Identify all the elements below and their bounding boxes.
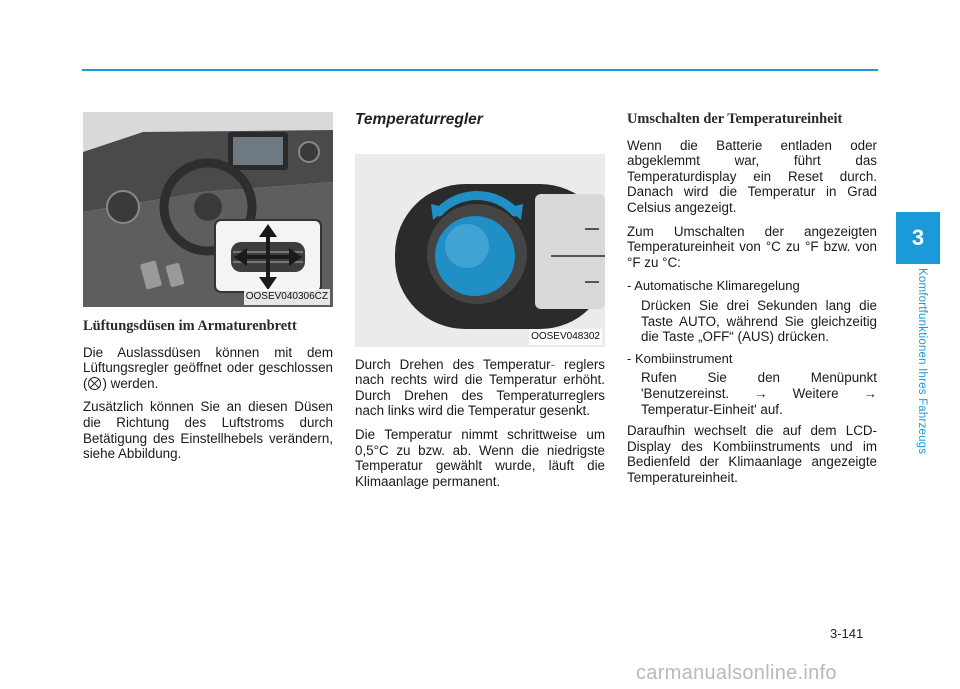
section-heading: Umschalten der Temperatureinheit [627, 111, 843, 127]
paragraph: Daraufhin wechselt die auf dem LCD-Display des Kombiinstruments und im Bedienfeld der Klimaanlage angezeigte Temperatureinheit. [627, 423, 877, 485]
chapter-tab[interactable]: 3 [896, 212, 940, 264]
section-heading: Lüftungsdüsen im Armaturenbrett [83, 318, 297, 334]
column-temperature-control [355, 112, 605, 497]
figure-code: OOSEV048302 [529, 329, 602, 345]
column-air-vents [83, 112, 333, 470]
dashboard-illustration [83, 112, 333, 307]
paragraph: Durch Drehen des Temperatur- reglers nach rechts wird die Temperatur erhöht. Durch Drehen des Temperaturreglers nach links wird die Temperatur gesenkt. [355, 356, 605, 419]
paragraph: Zusätzlich können Sie an diesen Düsen die Richtung des Luftstroms durch Betätigung des Einstellhebels verändern, siehe Abbildung. [83, 399, 333, 462]
knob-illustration [355, 154, 605, 347]
chapter-title: Komfortfunktionen Ihres Fahrzeugs [916, 268, 928, 455]
section-heading: Temperaturregler [355, 111, 483, 128]
header-rule [82, 69, 878, 71]
list-item-body: Drücken Sie drei Sekunden lang die Taste AUTO, während Sie gleichzeitig die Taste „OFF“ (AUS) drücken. [641, 297, 877, 345]
paragraph: Zum Umschalten der angezeigten Temperatureinheit von °C zu °F bzw. von °F zu °C: [627, 223, 877, 270]
paragraph: Die Auslassdüsen können mit dem Lüftungsregler geöffnet oder geschlossen ( ) werden. [83, 344, 333, 391]
paragraph: Wenn die Batterie entladen oder abgeklemmt war, führt das Temperaturdisplay ein Reset durch. Danach wird die Temperatur in Grad Celsius angezeigt. [627, 137, 877, 215]
page-number: 3-141 [830, 626, 864, 641]
column-temperature-unit [627, 112, 877, 493]
list-item-label: - Kombiinstrument [627, 350, 733, 366]
list-item-label: - Automatische Klimaregelung [627, 278, 800, 294]
vent-closed-icon [88, 377, 101, 390]
temperature-knob-figure [355, 154, 605, 347]
list-item-body: Rufen Sie den Menüpunkt 'Benutzereinst. → Weitere → Temperatur-Einheit' auf. [641, 370, 877, 417]
paragraph: Die Temperatur nimmt schrittweise um 0,5°C zu bzw. ab. Wenn die niedrigste Temperatur gewählt wurde, läuft die Klimaanlage permanent. [355, 426, 605, 489]
dashboard-vents-figure [83, 112, 333, 307]
figure-code: OOSEV040306CZ [244, 289, 330, 305]
instruction-list [627, 278, 877, 417]
watermark[interactable]: carmanualsonline.info [636, 662, 837, 684]
